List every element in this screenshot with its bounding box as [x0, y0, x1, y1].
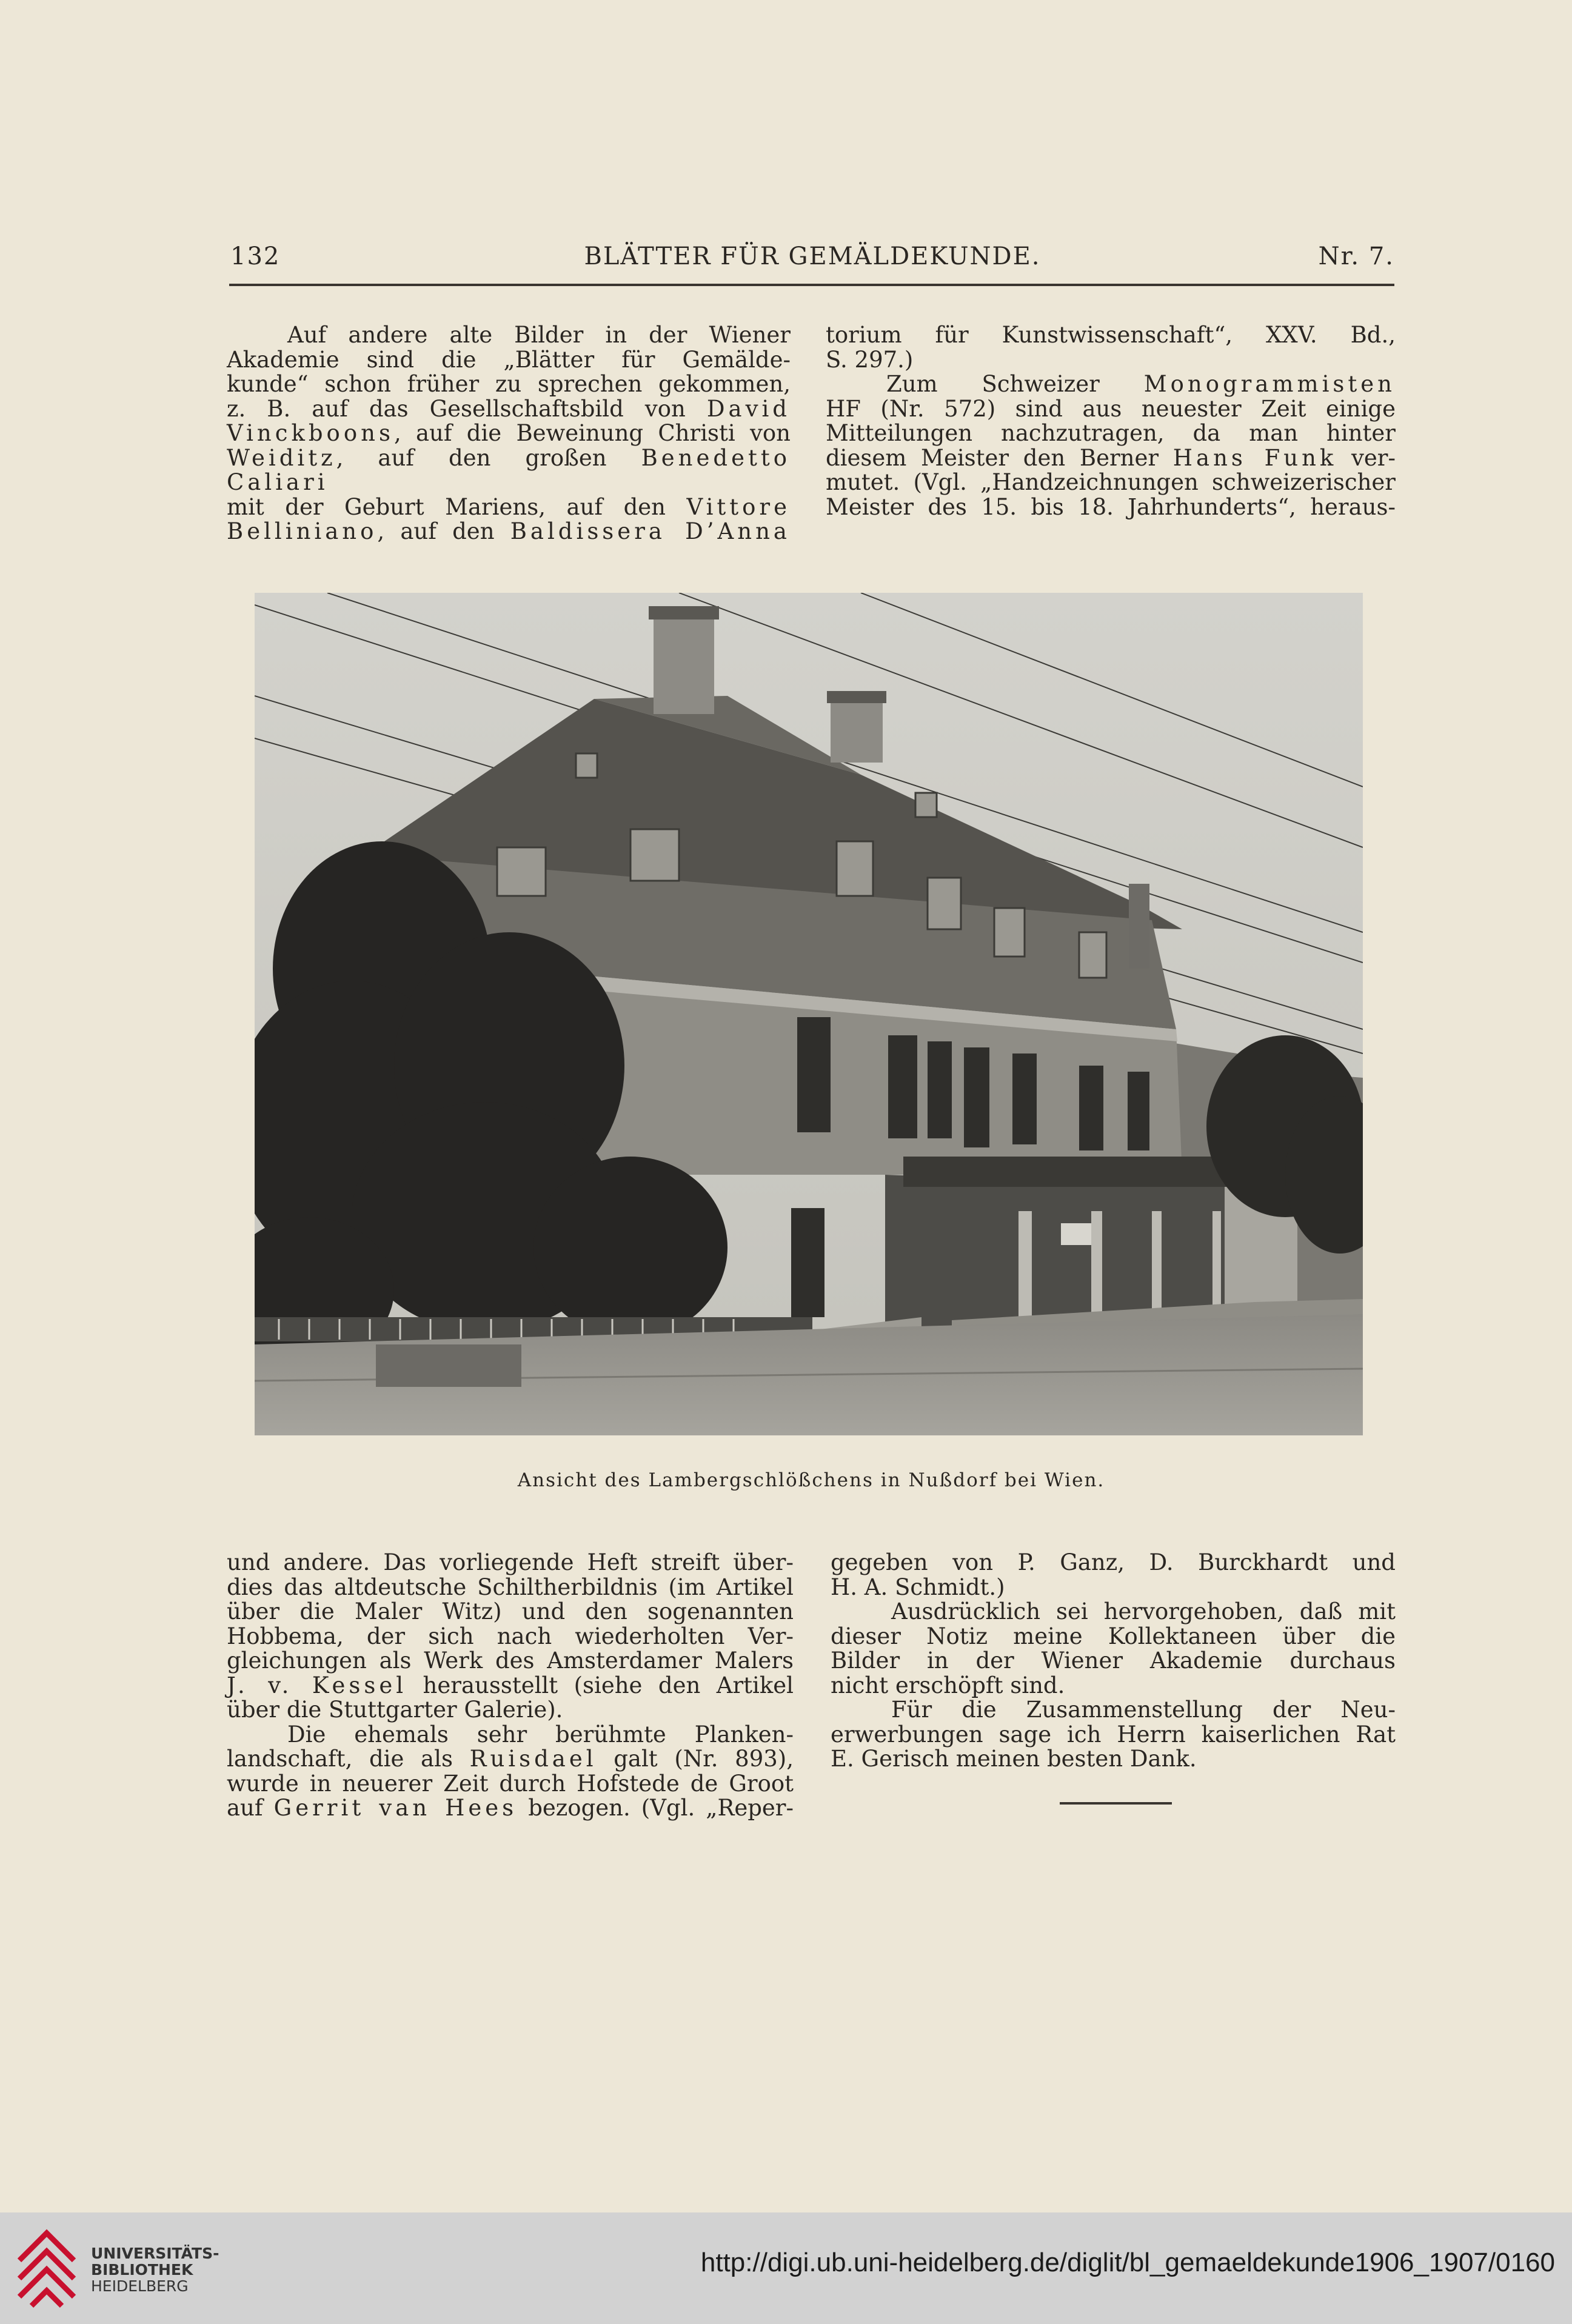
spaced-name: Vittore [686, 493, 791, 520]
spaced-name: J. v. Kessel [227, 1672, 407, 1698]
text-line: H. A. Schmidt.) [831, 1574, 1005, 1600]
spaced-name: Benedetto Caliari [227, 444, 791, 495]
running-header [230, 242, 1394, 285]
text-line: gleichungen als Werk des Amsterdamer Malers [227, 1648, 794, 1674]
source-url-link[interactable]: http://digi.ub.uni-heidelberg.de/diglit/bl_gemaeldekunde1906_1907/0160 [700, 2248, 1555, 2277]
text-line: Belliniano, auf den Baldissera D’Anna [227, 518, 791, 544]
text-column-top-left [227, 323, 791, 544]
text-line: E. Gerisch meinen besten Dank. [831, 1746, 1197, 1772]
spaced-name: David [706, 395, 791, 422]
figure-caption: Ansicht des Lambergschlößchens in Nußdorf bei Wien. [517, 1469, 1105, 1491]
spaced-name: Weiditz [227, 444, 336, 471]
ub-heidelberg-logo-icon [13, 2227, 80, 2312]
text-line: über die Stuttgarter Galerie). [227, 1697, 563, 1723]
text-line: nicht erschöpft sind. [831, 1672, 1065, 1698]
text-line: z. B. auf das Gesellschaftsbild von David [227, 395, 791, 422]
spaced-name: Belliniano [227, 518, 378, 544]
text-line: Bilder in der Wiener Akademie durchaus [831, 1648, 1396, 1674]
text-line: Weiditz, auf den großen Benedetto Caliari [227, 444, 791, 495]
text-line: Auf andere alte Bilder in der Wiener [287, 322, 791, 348]
spaced-name: Monogrammisten [1143, 371, 1396, 397]
text-line: Meister des 15. bis 18. Jahrhunderts“, heraus- [826, 493, 1396, 520]
text-line: Die ehemals sehr berühmte Planken- [287, 1721, 794, 1748]
text-line: und andere. Das vorliegende Heft streift über- [227, 1549, 794, 1575]
text-line: über die Maler Witz) und den sogenannten [227, 1598, 794, 1624]
text-line: J. v. Kessel herausstellt (siehe den Artikel [227, 1672, 794, 1698]
spaced-name: Gerrit van Hees [273, 1795, 518, 1821]
text-column-bottom-left [227, 1551, 794, 1821]
header-rule [229, 284, 1394, 286]
text-line: Ausdrücklich sei hervorgehoben, daß mit [891, 1598, 1396, 1624]
digitization-footer [0, 2212, 1572, 2324]
text-line: diesem Meister den Berner Hans Funk ver- [826, 444, 1396, 471]
text-line: S. 297.) [826, 346, 914, 373]
text-line: gegeben von P. Ganz, D. Burckhardt und [831, 1549, 1396, 1575]
end-rule [1060, 1802, 1172, 1805]
text-line: dieser Notiz meine Kollektaneen über die [831, 1623, 1396, 1649]
text-line: landschaft, die als Ruisdael galt (Nr. 893), [227, 1746, 794, 1772]
spaced-name: Vinckboons [227, 420, 394, 446]
text-column-bottom-right [831, 1551, 1396, 1772]
issue-number: Nr. 7. [1318, 242, 1394, 270]
text-line: torium für Kunstwissenschaft“, XXV. Bd., [826, 322, 1396, 348]
text-line: wurde in neuerer Zeit durch Hofstede de Groot [227, 1770, 794, 1797]
text-line: Zum Schweizer Monogrammisten [886, 371, 1396, 397]
library-line: BIBLIOTHEK [91, 2261, 193, 2279]
text-line: dies das altdeutsche Schiltherbildnis (im Artikel [227, 1574, 794, 1600]
text-column-top-right [826, 323, 1396, 519]
text-line: mit der Geburt Mariens, auf den Vittore [227, 493, 791, 520]
library-line: HEIDELBERG [91, 2277, 189, 2295]
library-line: UNIVERSITÄTS- [91, 2245, 219, 2262]
text-line: erwerbungen sage ich Herrn kaiserlichen Rat [831, 1721, 1396, 1748]
text-line: kunde“ schon früher zu sprechen gekommen, [227, 371, 791, 397]
text-line: Akademie sind die „Blätter für Gemälde- [227, 346, 791, 373]
text-line: mutet. (Vgl. „Handzeichnungen schweizerischer [826, 469, 1396, 495]
spaced-name: Hans Funk [1172, 444, 1337, 471]
text-line: auf Gerrit van Hees bezogen. (Vgl. „Reper- [227, 1795, 794, 1821]
text-line: Mitteilungen nachzutragen, da man hinter [826, 420, 1396, 446]
text-line: Für die Zusammenstellung der Neu- [891, 1697, 1396, 1723]
spaced-name: Ruisdael [469, 1746, 597, 1772]
text-line: Hobbema, der sich nach wiederholten Ver- [227, 1623, 794, 1649]
spaced-name: Baldissera D’Anna [510, 518, 791, 544]
journal-title: BLÄTTER FÜR GEMÄLDEKUNDE. [584, 242, 1041, 270]
text-line: HF (Nr. 572) sind aus neuester Zeit einige [826, 395, 1396, 422]
building-photograph [255, 593, 1363, 1435]
library-name [91, 2245, 219, 2294]
page-number: 132 [230, 242, 281, 270]
text-line: Vinckboons, auf die Beweinung Christi von [227, 420, 791, 446]
